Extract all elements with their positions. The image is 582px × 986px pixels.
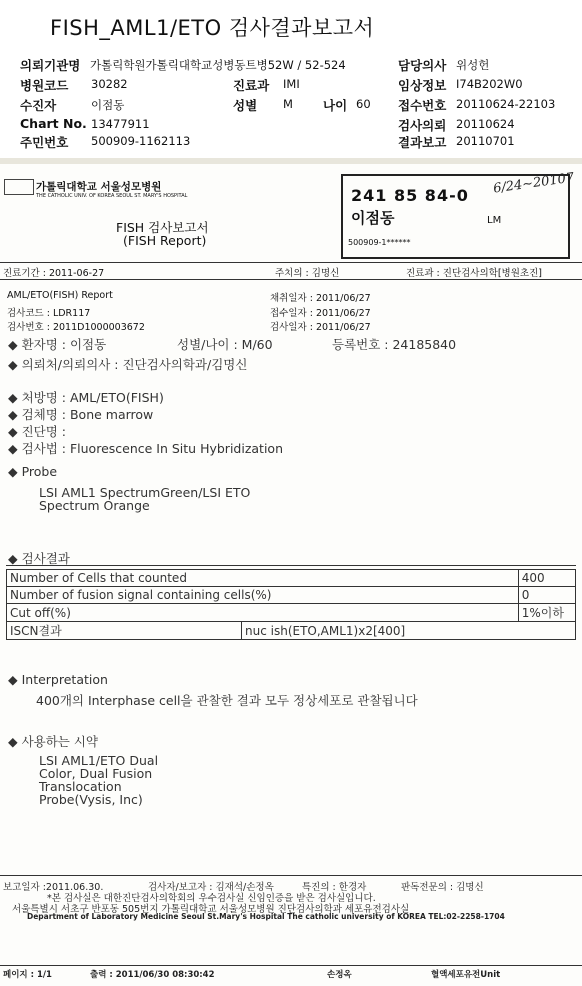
certification-note: *본 검사실은 대한진단검사의학회의 우수검사실 신임인증을 받은 검사실입니다. — [47, 893, 376, 904]
divider — [0, 965, 582, 966]
test-number: 검사번호 : 2011D1000003672 — [7, 322, 145, 333]
reagent-line: LSI AML1/ETO Dual — [39, 753, 159, 768]
attending-doctor: 주치의 : 김명신 — [275, 268, 340, 279]
sex-value: M — [283, 97, 293, 111]
dept-value: IMI — [283, 77, 300, 91]
clinical-label: 임상정보 — [398, 78, 447, 93]
referrer: ◆ 의뢰처/의뢰의사 : 진단검사의학과/김명신 — [8, 357, 248, 372]
chart-value: 13477911 — [91, 117, 150, 131]
doctor-value: 위성헌 — [456, 58, 490, 72]
hospital-code-value: 30282 — [91, 77, 128, 91]
tested-date: 검사일자 : 2011/06/27 — [270, 322, 371, 333]
request-label: 검사의뢰 — [398, 118, 447, 133]
test-code: 검사코드 : LDR117 — [7, 308, 91, 319]
hospital-logo — [4, 179, 34, 195]
request-value: 20110624 — [456, 117, 515, 131]
table-row — [7, 587, 576, 604]
box-lm: LM — [487, 215, 502, 226]
address-en: Department of Laboratory Medicine Seoul St.Mary's Hospital The catholic university of KOREA TEL:02-2258-1704 — [27, 912, 505, 921]
clinical-value: I74B202W0 — [456, 77, 523, 91]
results-table — [6, 569, 576, 640]
probe-heading: ◆ Probe — [8, 464, 58, 479]
hospital-code-label: 병원코드 — [20, 78, 69, 93]
box-number: 241 85 84-0 — [351, 186, 469, 205]
institution-label: 의뢰기관명 — [20, 58, 81, 73]
result-value: 400 — [518, 570, 575, 587]
lab-unit: 혈액세포유전Unit — [431, 970, 501, 980]
report-date: 보고일자 :2011.06.30. — [3, 882, 104, 893]
page-number: 페이지 : 1/1 — [3, 970, 52, 980]
specimen: ◆ 검체명 : Bone marrow — [8, 407, 154, 422]
test-method: ◆ 검사법 : Fluorescence In Situ Hybridization — [8, 441, 283, 456]
patient-label: 수진자 — [20, 98, 57, 113]
fish-report-title-en: (FISH Report) — [123, 233, 207, 248]
hospital-name: 가톨릭대학교 서울성모병원 — [36, 181, 162, 193]
dept-label: 진료과 — [233, 78, 270, 93]
reagent-line: Probe(Vysis, Inc) — [39, 792, 143, 807]
sex-age: 성별/나이 : M/60 — [177, 337, 273, 352]
age-value: 60 — [356, 97, 371, 111]
patient-name: ◆ 환자명 : 이점동 — [8, 337, 107, 352]
test-name: AML/ETO(FISH) Report — [7, 290, 113, 301]
divider — [6, 565, 576, 566]
diagnosis: ◆ 진단명 : — [8, 424, 66, 439]
patient-value: 이점동 — [91, 98, 125, 112]
box-id: 500909-1****** — [348, 238, 411, 247]
box-name: 이점동 — [351, 209, 395, 227]
chart-label: Chart No. — [20, 116, 87, 131]
rrn-label: 주민번호 — [20, 135, 69, 150]
results-heading: ◆ 검사결과 — [8, 551, 70, 566]
sex-label: 성별 — [233, 98, 258, 113]
tester: 검사자/보고자 : 김재석/손정옥 — [148, 882, 274, 893]
probe-line: LSI AML1 SpectrumGreen/LSI ETO — [39, 485, 251, 500]
receipt-label: 접수번호 — [398, 98, 447, 113]
fish-report-title: FISH 검사보고서 — [116, 220, 209, 235]
iscn-value: nuc ish(ETO,AML1)x2[400] — [242, 622, 576, 640]
reagent-heading: ◆ 사용하는 시약 — [8, 734, 99, 749]
reviewer: 판독전문의 : 김명신 — [401, 882, 484, 893]
probe-line: Spectrum Orange — [39, 498, 150, 513]
interpretation-heading: ◆ Interpretation — [8, 672, 108, 687]
institution-value: 가톨릭학원가톨릭대학교성병동트병52W / 52-524 — [90, 58, 346, 72]
result-value: 0 — [518, 587, 575, 604]
divider — [0, 279, 582, 280]
iscn-label: ISCN결과 — [7, 622, 242, 640]
department: 진료과 : 진단검사의학[병원초진] — [406, 268, 542, 279]
hospital-name-en: THE CATHOLIC UNIV. OF KOREA SEOUL ST. MARY'S HOSPITAL — [36, 193, 188, 199]
divider — [0, 262, 582, 263]
result-label: Cut off(%) — [7, 604, 519, 622]
age-label: 나이 — [323, 98, 348, 113]
table-row — [7, 622, 576, 640]
handwritten-note: 6/24~20107 — [492, 170, 576, 197]
result-label: Number of fusion signal containing cells(%) — [7, 587, 519, 604]
registration-number: 등록번호 : 24185840 — [332, 337, 457, 352]
table-row — [7, 604, 576, 622]
printed-by: 손정옥 — [327, 970, 352, 980]
report-title: FISH_AML1/ETO 검사결과보고서 — [50, 16, 375, 40]
visit-period: 진료기간 : 2011-06-27 — [3, 268, 105, 279]
print-time: 출력 : 2011/06/30 08:30:42 — [90, 970, 215, 980]
result-value: 1%이하 — [518, 604, 575, 622]
rrn-value: 500909-1162113 — [91, 134, 191, 148]
reagent-line: Color, Dual Fusion — [39, 766, 153, 781]
received-date: 접수일자 : 2011/06/27 — [270, 308, 371, 319]
order-name: ◆ 처방명 : AML/ETO(FISH) — [8, 390, 164, 405]
specialist: 특진의 : 한경자 — [302, 882, 367, 893]
interpretation-text: 400개의 Interphase cell을 관찰한 결과 모두 정상세포로 관찰됩니다 — [36, 693, 418, 708]
table-row — [7, 570, 576, 587]
reagent-line: Translocation — [39, 779, 122, 794]
collected-date: 채취일자 : 2011/06/27 — [270, 293, 371, 304]
result-label: Number of Cells that counted — [7, 570, 519, 587]
divider — [0, 875, 582, 876]
address-ko: 서울특별시 서초구 반포동 505번지 가톨릭대학교 서울성모병원 진단검사의학과 세포유전검사실 — [12, 904, 410, 915]
result-report-value: 20110701 — [456, 134, 515, 148]
receipt-value: 20110624-22103 — [456, 97, 556, 111]
doctor-label: 담당의사 — [398, 58, 447, 73]
result-report-label: 결과보고 — [398, 135, 447, 150]
